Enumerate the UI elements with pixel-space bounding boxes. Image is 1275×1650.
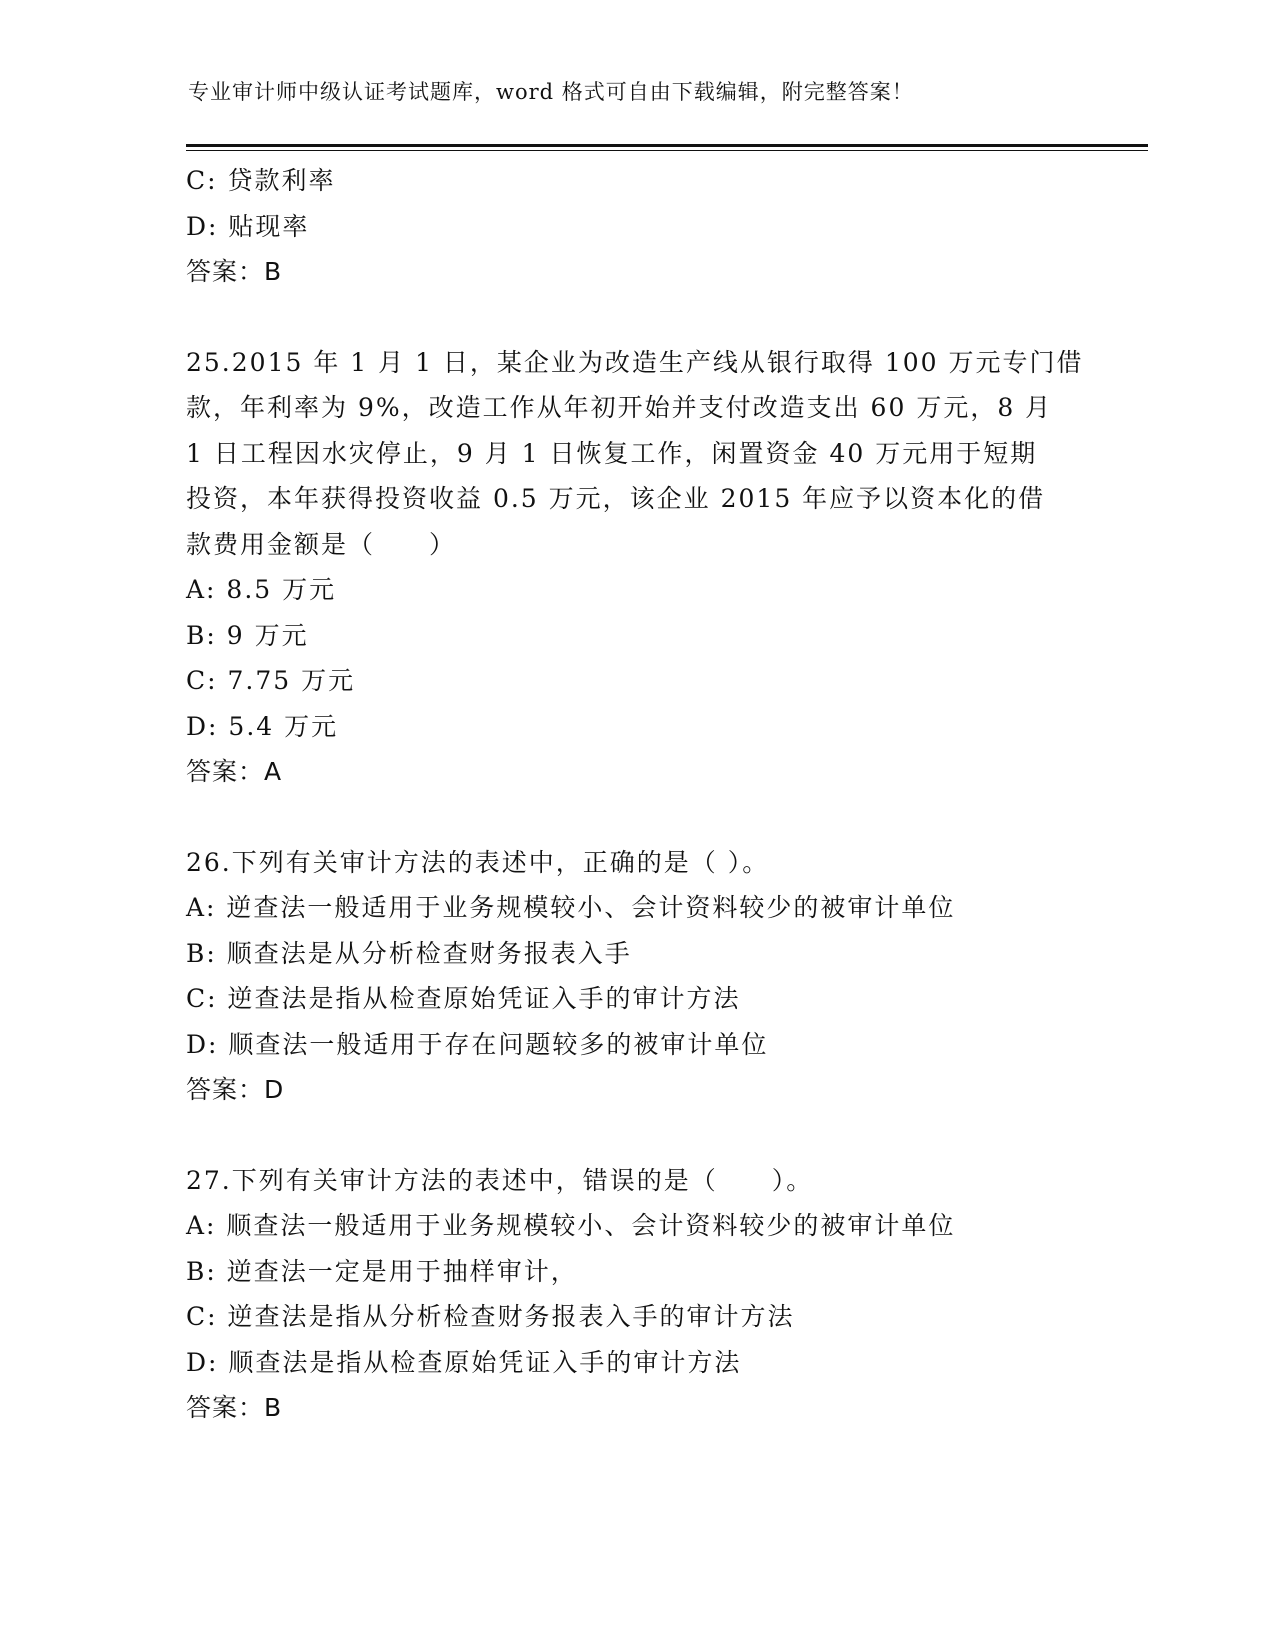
question-text-line: 投资，本年获得投资收益 0.5 万元，该企业 2015 年应予以资本化的借 bbox=[186, 484, 1046, 513]
option-c: C: 贷款利率 bbox=[186, 166, 336, 195]
option-a: A: 逆查法一般适用于业务规模较小、会计资料较少的被审计单位 bbox=[186, 893, 956, 922]
option-d: D: 贴现率 bbox=[186, 211, 310, 241]
answer-line: 答案：B bbox=[186, 1393, 283, 1422]
option-a: A: 8.5 万元 bbox=[186, 575, 337, 604]
question-25 bbox=[186, 340, 1086, 795]
option-d: D: 顺查法是指从检查原始凭证入手的审计方法 bbox=[186, 1347, 742, 1377]
header-rule-thick bbox=[186, 144, 1148, 147]
question-26 bbox=[186, 840, 1086, 1113]
option-c: C: 7.75 万元 bbox=[186, 666, 356, 695]
option-c: C: 逆查法是指从分析检查财务报表入手的审计方法 bbox=[186, 1302, 795, 1331]
question-text-line: 25.2015 年 1 月 1 日，某企业为改造生产线从银行取得 100 万元专门借 bbox=[186, 347, 1084, 377]
question-27 bbox=[186, 1158, 1086, 1431]
answer-line: 答案：A bbox=[186, 757, 283, 786]
option-d: D: 5.4 万元 bbox=[186, 711, 339, 741]
option-b: B: 逆查法一定是用于抽样审计， bbox=[186, 1256, 578, 1286]
answer-line: 答案：D bbox=[186, 1075, 285, 1104]
option-d: D: 顺查法一般适用于存在问题较多的被审计单位 bbox=[186, 1029, 769, 1059]
question-text-line: 款，年利率为 9%，改造工作从年初开始并支付改造支出 60 万元，8 月 bbox=[186, 393, 1053, 422]
option-b: B: 顺查法是从分析检查财务报表入手 bbox=[186, 938, 632, 968]
question-text-line: 26.下列有关审计方法的表述中，正确的是（ ）。 bbox=[186, 847, 770, 877]
question-text-line: 27.下列有关审计方法的表述中，错误的是（ ）。 bbox=[186, 1165, 814, 1195]
question-24-tail bbox=[186, 158, 1086, 295]
spacer bbox=[186, 1113, 1086, 1158]
spacer bbox=[186, 795, 1086, 840]
document-body bbox=[186, 158, 1086, 1431]
spacer bbox=[186, 295, 1086, 340]
answer-line: 答案：B bbox=[186, 257, 283, 286]
option-a: A: 顺查法一般适用于业务规模较小、会计资料较少的被审计单位 bbox=[186, 1211, 956, 1240]
option-b: B: 9 万元 bbox=[186, 620, 309, 650]
question-text-line: 1 日工程因水灾停止，9 月 1 日恢复工作，闲置资金 40 万元用于短期 bbox=[186, 438, 1038, 468]
header-rule-thin bbox=[186, 150, 1148, 151]
option-c: C: 逆查法是指从检查原始凭证入手的审计方法 bbox=[186, 984, 741, 1013]
question-text-line: 款费用金额是（ ） bbox=[186, 529, 457, 559]
page-header: 专业审计师中级认证考试题库，word 格式可自由下载编辑，附完整答案！ bbox=[188, 80, 914, 104]
